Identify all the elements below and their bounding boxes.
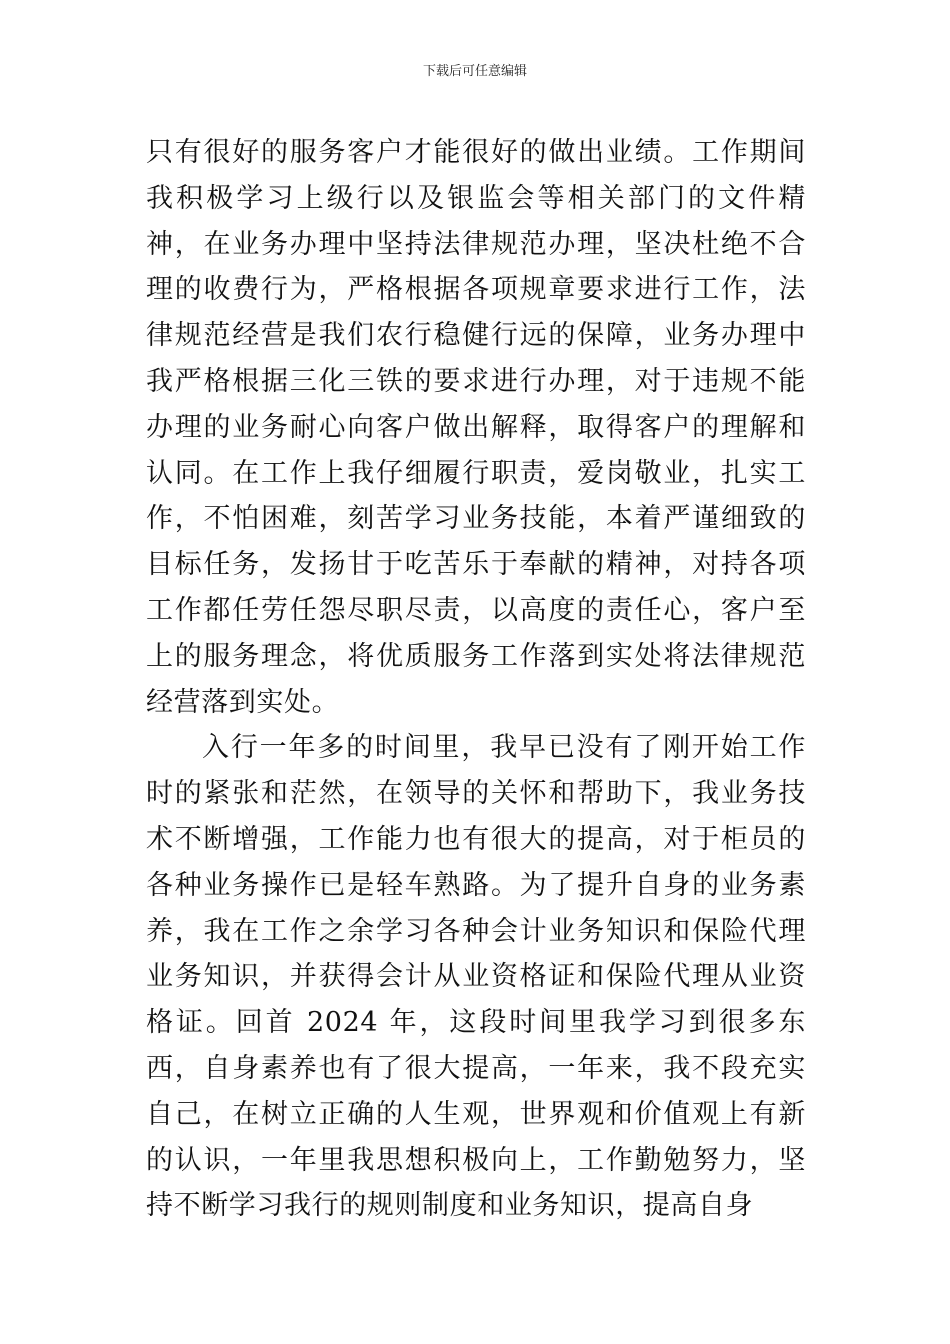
document-body — [146, 130, 806, 1229]
paragraph-1: 只有很好的服务客户才能很好的做出业绩。工作期间我积极学习上级行以及银监会等相关部门的文件精神，在业务办理中坚持法律规范办理，坚决杜绝不合理的收费行为，严格根据各项规章要求进行工作，法律规范经营是我们农行稳健行远的保障，业务办理中我严格根据三化三铁的要求进行办理，对于违规不能办理的业务耐心向客户做出解释，取得客户的理解和认同。在工作上我仔细履行职责，爱岗敬业，扎实工作，不怕困难，刻苦学习业务技能，本着严谨细致的目标任务，发扬甘于吃苦乐于奉献的精神，对持各项工作都任劳任怨尽职尽责，以高度的责任心，客户至上的服务理念，将优质服务工作落到实处将法律规范经营落到实处。 — [146, 137, 806, 718]
paragraph-2: 入行一年多的时间里，我早已没有了刚开始工作时的紧张和茫然，在领导的关怀和帮助下，我业务技术不断增强，工作能力也有很大的提高，对于柜员的各种业务操作已是轻车熟路。为了提升自身的业务素养，我在工作之余学习各种会计业务知识和保险代理业务知识，并获得会计从业资格证和保险代理从业资格证。回首 2024 年，这段时间里我学习到很多东西，自身素养也有了很大提高，一年来，我不段充实自己，在树立正确的人生观，世界观和价值观上有新的认识，一年里我思想积极向上，工作勤勉努力，坚持不断学习我行的规则制度和业务知识，提高自身 — [146, 732, 806, 1222]
page-header: 下载后可任意编辑 — [422, 64, 527, 79]
